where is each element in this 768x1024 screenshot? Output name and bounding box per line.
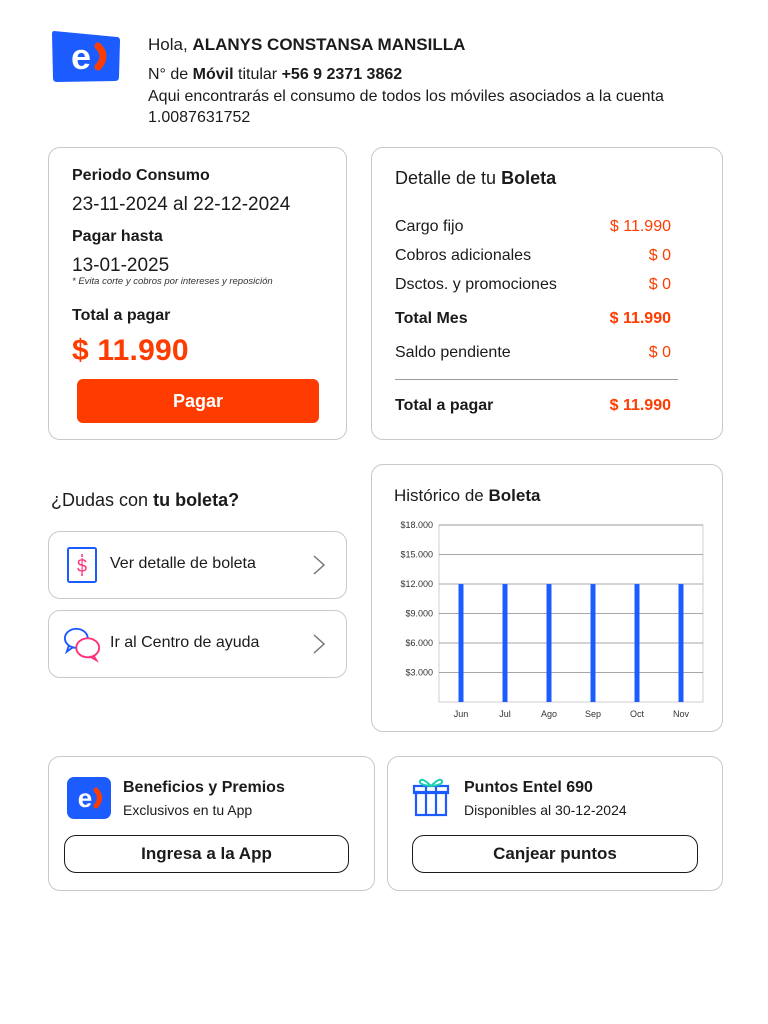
detalle-title-prefix: Detalle de tu — [395, 168, 497, 188]
beneficios-subtitle: Exclusivos en tu App — [123, 802, 253, 818]
detalle-title-bold: Boleta — [501, 168, 557, 188]
detalle-row-cargo-fijo — [395, 218, 671, 236]
dudas-title-prefix: ¿Dudas con — [51, 490, 149, 510]
detalle-row-total-a-pagar — [395, 397, 671, 415]
ingresa-app-button[interactable]: Ingresa a la App — [64, 835, 349, 873]
greeting-block — [148, 34, 708, 128]
ver-detalle-boleta-link[interactable] — [48, 531, 347, 599]
historico-title-prefix: Histórico de — [394, 486, 484, 505]
pagar-hasta-label: Pagar hasta — [72, 228, 163, 245]
chart-x-tick-label: Jul — [499, 709, 511, 719]
hola-prefix: Hola, — [148, 35, 188, 54]
chart-x-tick-label: Ago — [540, 709, 558, 719]
dudas-title-bold: tu boleta? — [153, 490, 240, 510]
detalle-row-amount: $ 0 — [648, 276, 671, 293]
chat-bubbles-icon — [63, 625, 101, 663]
svg-text:$: $ — [76, 556, 88, 576]
chart-x-tick-label: Oct — [629, 709, 645, 719]
chart-bar — [503, 584, 508, 702]
detalle-row-saldo-pendiente — [395, 344, 671, 362]
periodo-note: * Evita corte y cobros por intereses y reposición — [72, 276, 273, 287]
account-description: Aqui encontrarás el consumo de todos los móviles asociados a la cuenta 1.0087631752 — [148, 88, 664, 126]
historico-bar-chart — [372, 465, 722, 731]
detalle-row-label: Total Mes — [395, 310, 468, 327]
chart-x-tick-label: Jun — [453, 709, 469, 719]
chart-y-tick-label: $18.000 — [400, 520, 433, 530]
numero-type: Móvil — [192, 66, 234, 83]
puntos-subtitle: Disponibles al 30-12-2024 — [464, 802, 627, 818]
periodo-card — [48, 147, 347, 440]
entel-logo-icon — [51, 29, 121, 83]
chart-bar — [547, 584, 552, 702]
chart-y-tick-label: $3.000 — [405, 667, 433, 678]
centro-de-ayuda-link[interactable] — [48, 610, 347, 678]
detalle-row-total-mes — [395, 310, 671, 328]
detalle-row-label: Saldo pendiente — [395, 344, 511, 361]
numero-prefix: N° de — [148, 66, 189, 83]
puntos-title: Puntos Entel 690 — [464, 779, 593, 796]
chevron-right-icon — [312, 633, 326, 655]
chart-x-tick-label: Nov — [672, 709, 690, 719]
periodo-value: 23-11-2024 al 22-12-2024 — [72, 194, 291, 215]
chart-bar — [591, 584, 596, 702]
detalle-row-cobros-adicionales — [395, 247, 671, 265]
pagar-hasta-value: 13-01-2025 — [72, 255, 170, 276]
phone-line — [148, 64, 708, 85]
detalle-row-label: Total a pagar — [395, 397, 494, 414]
numero-suffix: titular — [238, 66, 278, 83]
historico-boleta-card — [371, 464, 723, 732]
bill-dollar-icon — [63, 546, 101, 584]
chart-bar — [635, 584, 640, 702]
chevron-right-icon — [312, 554, 326, 576]
detalle-row-descuentos — [395, 276, 671, 294]
help-item-label: Ir al Centro de ayuda — [110, 634, 260, 651]
historico-title-bold: Boleta — [488, 486, 541, 505]
beneficios-card — [48, 756, 375, 891]
detalle-row-amount: $ 0 — [648, 247, 671, 264]
greeting-line — [148, 34, 708, 55]
detalle-row-label: Cobros adicionales — [395, 247, 532, 264]
chart-y-tick-label: $12.000 — [400, 579, 433, 589]
detalle-row-amount: $ 11.990 — [609, 218, 671, 235]
help-item-label: Ver detalle de boleta — [110, 555, 256, 572]
svg-text:e: e — [77, 783, 93, 813]
detalle-title — [395, 168, 556, 189]
detalle-row-label: Cargo fijo — [395, 218, 464, 235]
detalle-row-amount: $ 11.990 — [609, 397, 671, 414]
chart-y-tick-label: $9.000 — [405, 608, 433, 619]
detalle-row-label: Dsctos. y promociones — [395, 276, 557, 293]
detalle-row-amount: $ 0 — [648, 344, 671, 361]
pagar-button[interactable]: Pagar — [77, 379, 319, 423]
detalle-divider — [395, 379, 678, 380]
chart-y-tick-label: $6.000 — [405, 638, 433, 648]
detalle-boleta-card — [371, 147, 723, 440]
chart-x-tick-label: Sep — [584, 709, 602, 719]
beneficios-title: Beneficios y Premios — [123, 779, 285, 796]
phone-number: +56 9 2371 3862 — [281, 66, 403, 83]
total-label: Total a pagar — [72, 307, 171, 324]
canjear-puntos-button[interactable]: Canjear puntos — [412, 835, 698, 873]
customer-name: ALANYS CONSTANSA MANSILLA — [192, 35, 466, 54]
periodo-label: Periodo Consumo — [72, 167, 210, 184]
puntos-card — [387, 756, 723, 891]
chart-bar — [459, 584, 464, 702]
chart-bar — [679, 584, 684, 702]
svg-text:e: e — [70, 36, 92, 77]
detalle-row-amount: $ 11.990 — [609, 310, 671, 327]
total-amount: $ 11.990 — [72, 334, 189, 367]
entel-app-icon — [67, 777, 111, 819]
gift-icon — [412, 777, 450, 817]
chart-y-tick-label: $15.000 — [400, 549, 433, 560]
dudas-title — [51, 490, 239, 511]
